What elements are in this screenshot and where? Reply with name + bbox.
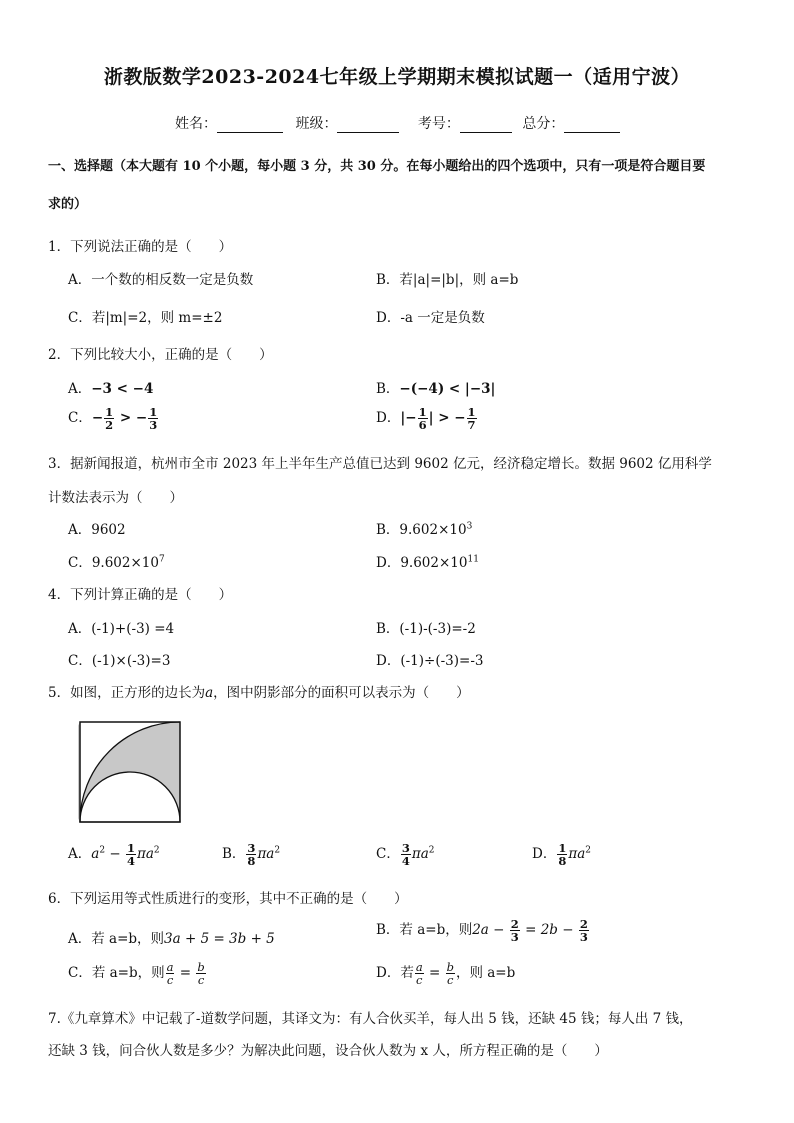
exam-no-label: 考号： [417, 116, 460, 132]
section-heading-line1: 一、选择题（本大题有 10 个小题，每小题 3 分，共 30 分。在每小题给出的四个选项中，只有一项是符合题目要 [48, 159, 706, 174]
q2-c-frac1: $\frac{1}{2}$ [105, 405, 114, 432]
q1-stem: 1．下列说法正确的是（ ） [48, 239, 233, 255]
q2-option-d[interactable]: D．|− $\frac{1}{6}$ | > − $\frac{1}{7}$ [376, 405, 476, 432]
q5-stem-var: a [205, 685, 214, 701]
q3-b-exp: 3 [466, 521, 473, 532]
q1-option-b[interactable]: B．若|a|=|b|，则 a=b [376, 272, 519, 288]
q4-option-a[interactable]: A．(-1)+(-3) =4 [68, 621, 175, 637]
section-heading-line2: 求的） [48, 197, 88, 212]
q3-c-exp: 7 [158, 554, 165, 565]
name-blank[interactable] [217, 118, 283, 133]
q6-c-label: C．若 a=b，则 [68, 965, 165, 981]
q4-option-c[interactable]: C．(-1)×(-3)=3 [68, 653, 171, 669]
q2-option-b[interactable] [376, 377, 495, 397]
q3-c-base: C．9.602×10 [68, 555, 159, 571]
q3-option-c[interactable] [68, 551, 165, 571]
q6-b-frac1: $\frac{2}{3}$ [510, 917, 519, 944]
q5-option-a[interactable]: A．$a^2$ − $\frac{1}{4}$ $\pi a^2$ [68, 841, 160, 868]
q4-option-b[interactable]: B．(-1)-(-3)=-2 [376, 621, 476, 637]
q6-c-frac1: $\frac{a}{c}$ [166, 960, 174, 987]
q2-a-expr: −3 < −4 [91, 381, 154, 397]
q5-a-frac: $\frac{1}{4}$ [126, 841, 135, 868]
q2-option-c[interactable]: C．− $\frac{1}{2}$ > − $\frac{1}{3}$ [68, 405, 158, 432]
q5-option-c[interactable]: C． $\frac{3}{4}$ $\pi a^2$ [376, 841, 435, 868]
q5-d-label: D． [532, 846, 557, 862]
q5-c-frac: $\frac{3}{4}$ [401, 841, 410, 868]
q6-a-label: A．若 a=b，则 [68, 931, 165, 947]
q6-b-frac2: $\frac{2}{3}$ [579, 917, 588, 944]
q1-option-a[interactable]: A．一个数的相反数一定是负数 [68, 272, 254, 288]
q6-d-label: D．若 [376, 965, 414, 981]
q5-b-label: B． [222, 846, 246, 862]
q2-a-label: A． [68, 381, 92, 397]
q3-b-base: B．9.602×10 [376, 522, 467, 538]
q7-stem-line1: 7.《九章算术》中记载了-道数学问题，其译文为：有人合伙买羊，每人出 5 钱，还缺 45 钱；每人出 7 钱， [48, 1011, 693, 1027]
q5-stem-pre: 5．如图，正方形的边长为 [48, 685, 206, 701]
q6-option-d[interactable]: D．若 $\frac{a}{c}$ = $\frac{b}{c}$ ，则 a=b [376, 960, 516, 987]
q6-a-expr: 3a + 5 = 3b + 5 [164, 931, 275, 947]
q3-option-b[interactable] [376, 518, 472, 538]
exam-no-blank[interactable] [460, 118, 512, 133]
q1-option-c[interactable]: C．若|m|=2，则 m=±2 [68, 310, 223, 326]
q6-c-frac2: $\frac{b}{c}$ [197, 960, 205, 987]
q6-option-b[interactable]: B．若 a=b，则2a − $\frac{2}{3}$ = 2b − $\frac{2}{3}$ [376, 917, 588, 944]
q6-d-post: ，则 a=b [455, 965, 516, 981]
class-blank[interactable] [337, 118, 399, 133]
q2-c-frac2: $\frac{1}{3}$ [149, 405, 158, 432]
q5-stem [48, 681, 470, 701]
score-label: 总分： [522, 116, 565, 132]
q2-d-frac2: $\frac{1}{7}$ [467, 405, 476, 432]
q2-option-a[interactable] [68, 377, 153, 397]
q5-option-d[interactable]: D． $\frac{1}{8}$ $\pi a^2$ [532, 841, 591, 868]
q5-c-label: C． [376, 846, 400, 862]
q3-option-d[interactable] [376, 551, 479, 571]
q7-stem-line2: 还缺 3 钱，问合伙人数是多少？为解决此问题，设合伙人数为 x 人，所方程正确的是（ ） [48, 1043, 608, 1059]
score-blank[interactable] [564, 118, 620, 133]
q5-d-frac: $\frac{1}{8}$ [558, 841, 567, 868]
q4-option-d[interactable]: D．(-1)÷(-3)=-3 [376, 653, 484, 669]
q6-stem: 6．下列运用等式性质进行的变形，其中不正确的是（ ） [48, 891, 408, 907]
q6-b-label: B．若 a=b，则 [376, 922, 473, 938]
q3-d-exp: 11 [467, 554, 479, 565]
q5-a-label: A． [68, 846, 92, 862]
q6-d-frac1: $\frac{a}{c}$ [415, 960, 423, 987]
q2-b-label: B． [376, 381, 400, 397]
student-info-line [175, 113, 620, 133]
q6-d-frac2: $\frac{b}{c}$ [446, 960, 454, 987]
q3-d-base: D．9.602×10 [376, 555, 468, 571]
q2-b-expr: −(−4) < |−3| [399, 381, 496, 397]
name-label: 姓名： [175, 116, 217, 132]
q5-b-frac: $\frac{3}{8}$ [247, 841, 256, 868]
q1-option-d[interactable]: D．-a 一定是负数 [376, 310, 485, 326]
q2-c-label: C． [68, 410, 92, 426]
q2-d-label: D． [376, 410, 401, 426]
page-title: 浙教版数学2023-2024七年级上学期期末模拟试题一（适用宁波） [103, 66, 691, 88]
q3-option-a[interactable]: A．9602 [68, 522, 126, 538]
q6-option-c[interactable]: C．若 a=b，则 $\frac{a}{c}$ = $\frac{b}{c}$ [68, 960, 205, 987]
class-label: 班级： [295, 116, 338, 132]
q6-option-a[interactable] [68, 927, 275, 947]
q4-stem: 4．下列计算正确的是（ ） [48, 587, 233, 603]
q2-d-frac1: $\frac{1}{6}$ [418, 405, 427, 432]
square-figure [78, 720, 182, 824]
q3-stem-line1: 3．据新闻报道，杭州市全市 2023 年上半年生产总值已达到 9602 亿元，经济稳定增长。数据 9602 亿用科学 [48, 456, 712, 472]
q3-stem-line2: 计数法表示为（ ） [48, 490, 183, 506]
q5-stem-post: ，图中阴影部分的面积可以表示为（ ） [213, 685, 470, 701]
q2-stem: 2．下列比较大小，正确的是（ ） [48, 347, 273, 363]
q5-option-b[interactable]: B． $\frac{3}{8}$ $\pi a^2$ [222, 841, 281, 868]
